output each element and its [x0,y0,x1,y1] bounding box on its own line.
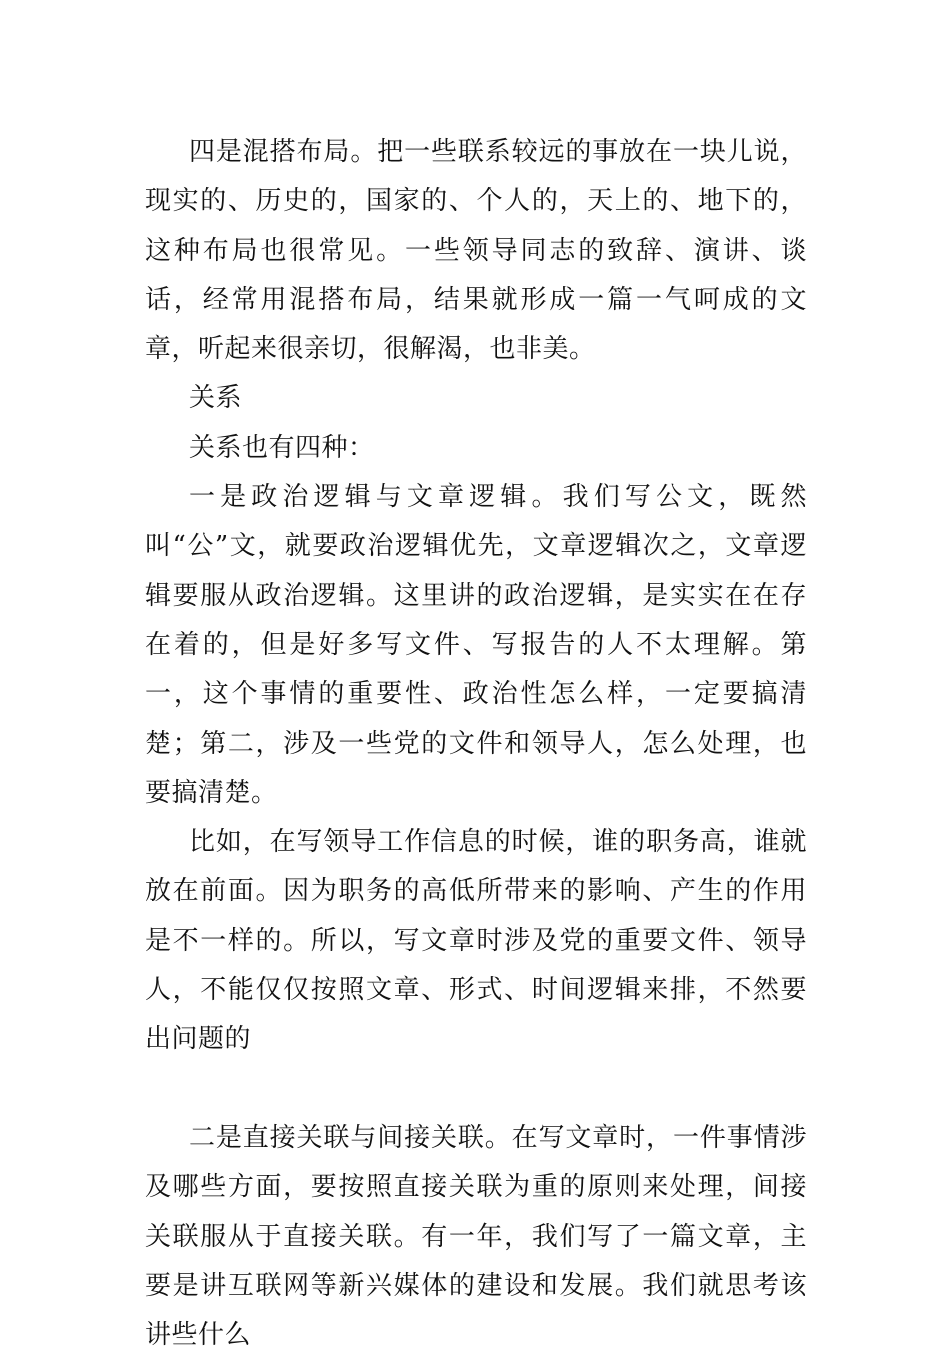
paragraph-example-ranking: 比如，在写领导工作信息的时候，谁的职务高，谁就放在前面。因为职务的高低所带来的影响、产生的作用是不一样的。所以，写文章时涉及党的重要文件、领导人，不能仅仅按照文章、形式、时间逻辑来排，不然要出问题的 [145,827,807,1055]
document-body [145,128,807,1360]
paragraph-relations-intro: 关系也有四种： [189,432,375,463]
section-heading-relations: 关系 [189,383,243,414]
paragraph-mixed-layout: 四是混搭布局。把一些联系较远的事放在一块儿说，现实的、历史的，国家的、个人的，天上的、地下的，这种布局也很常见。一些领导同志的致辞、演讲、谈话，经常用混搭布局，结果就形成一篇一气呵成的文章，听起来很亲切，很解渴，也非美。 [145,137,807,365]
paragraph-direct-indirect: 二是直接关联与间接关联。在写文章时，一件事情涉及哪些方面，要按照直接关联为重的原则来处理，间接关联服从于直接关联。有一年，我们写了一篇文章，主要是讲互联网等新兴媒体的建设和发展。我们就思考该讲些什么 [145,1122,807,1351]
paragraph-political-logic: 一是政治逻辑与文章逻辑。我们写公文，既然叫“公”文，就要政治逻辑优先，文章逻辑次之，文章逻辑要服从政治逻辑。这里讲的政治逻辑，是实实在在存在着的，但是好多写文件、写报告的人不太理解。第一，这个事情的重要性、政治性怎么样，一定要搞清楚；第二，涉及一些党的文件和领导人，怎么处理，也要搞清楚。 [145,482,807,808]
